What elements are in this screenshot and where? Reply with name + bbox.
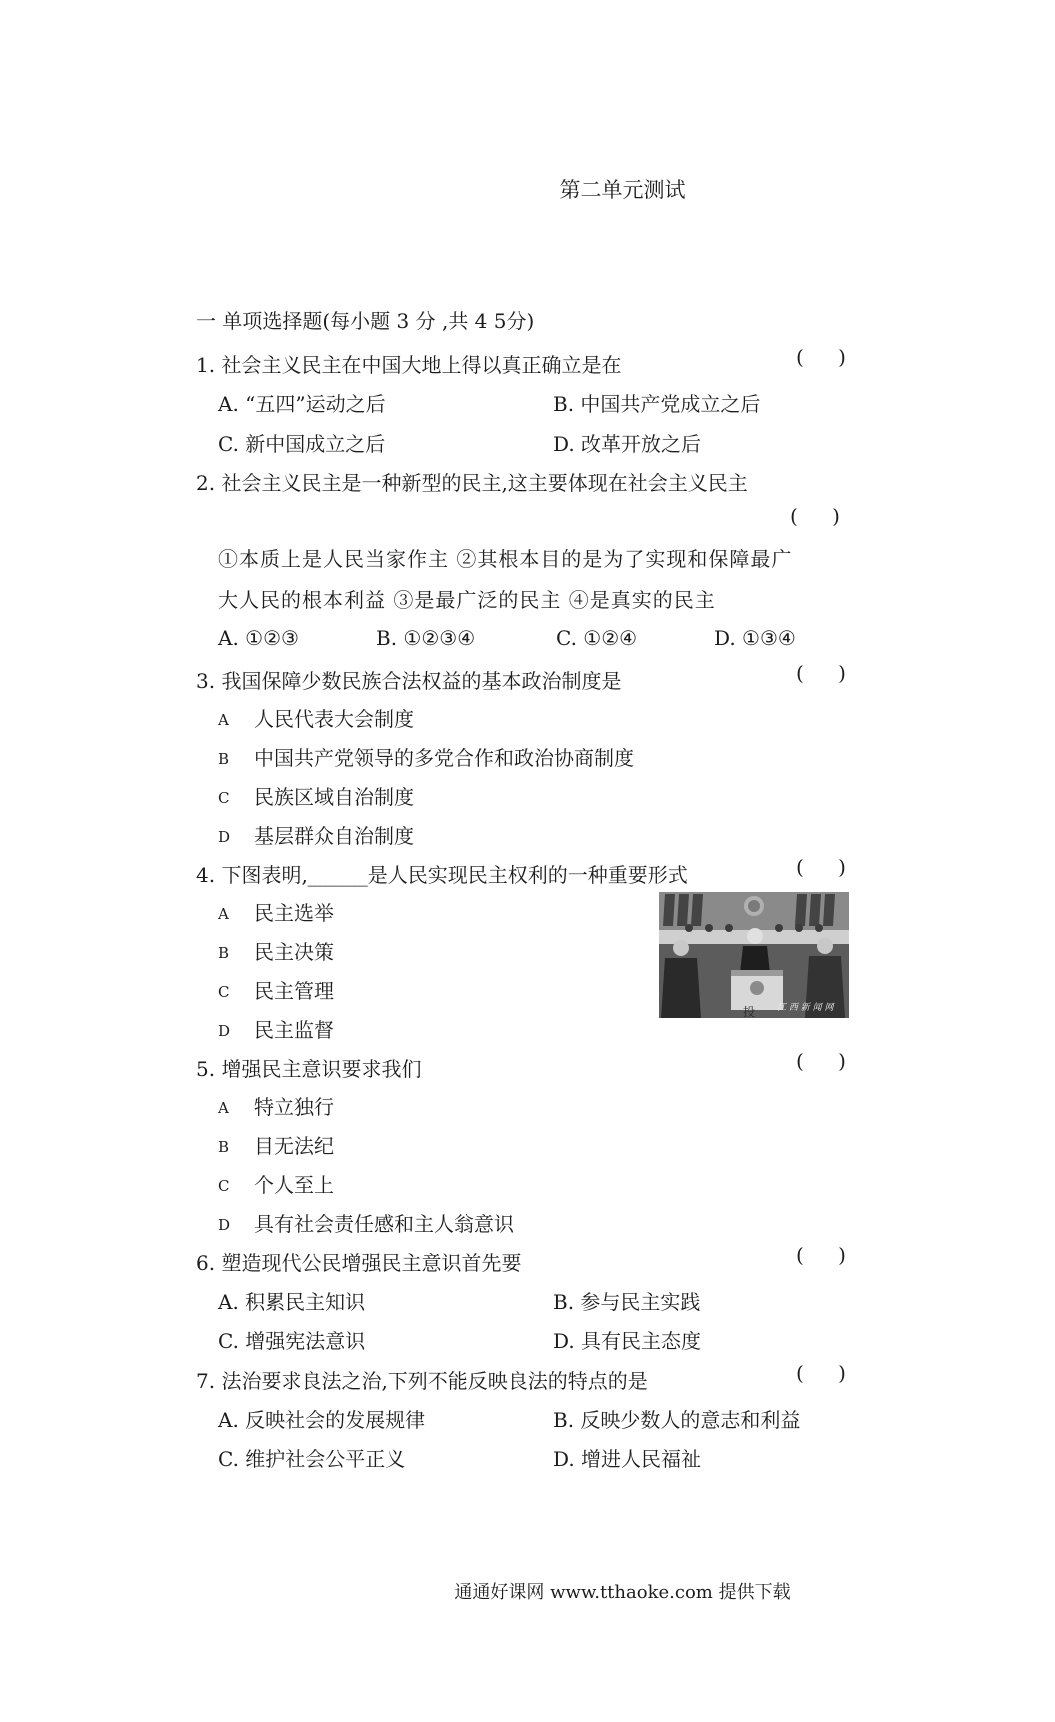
q3-option-a (218, 703, 414, 732)
q3-option-b (218, 742, 634, 771)
q2-option-a: A. ①②③ (218, 626, 299, 650)
option-text: 个人至上 (254, 1173, 334, 1197)
option-letter: C (218, 983, 230, 1001)
question-7-stem: 7. 法治要求良法之治,下列不能反映良法的特点的是 (196, 1369, 648, 1393)
answer-parens-4: ( ) (796, 855, 860, 879)
option-text: 民主监督 (254, 1018, 334, 1042)
q5-option-c (218, 1169, 334, 1198)
option-text: 特立独行 (254, 1095, 334, 1119)
page-title: 第二单元测试 (559, 178, 686, 202)
photo-watermark: 江 西 新 闻 网 (777, 1003, 834, 1013)
question-6-stem: 6. 塑造现代公民增强民主意识首先要 (196, 1251, 522, 1275)
q4-option-c (218, 975, 334, 1004)
answer-parens-6: ( ) (796, 1243, 860, 1267)
question-3-stem: 3. 我国保障少数民族合法权益的基本政治制度是 (196, 669, 622, 693)
voting-photo (659, 892, 849, 1018)
question-5-stem: 5. 增强民主意识要求我们 (196, 1057, 422, 1081)
q2-option-d: D. ①③④ (714, 626, 796, 650)
option-text: 民族区域自治制度 (254, 785, 414, 809)
option-text: 中国共产党领导的多党合作和政治协商制度 (254, 746, 634, 770)
question-2-stem: 2. 社会主义民主是一种新型的民主,这主要体现在社会主义民主 (196, 471, 748, 495)
option-letter: D (218, 828, 231, 846)
q6-option-b: B. 参与民主实践 (553, 1290, 701, 1314)
question-1-stem: 1. 社会主义民主在中国大地上得以真正确立是在 (196, 353, 622, 377)
option-text: 人民代表大会制度 (254, 707, 414, 731)
q4-option-d (218, 1014, 334, 1043)
q2-option-b: B. ①②③④ (376, 626, 476, 650)
option-letter: D (218, 1216, 231, 1234)
option-letter: C (218, 789, 230, 807)
q7-option-c: C. 维护社会公平正义 (218, 1447, 406, 1471)
q7-option-a: A. 反映社会的发展规律 (218, 1408, 426, 1432)
option-text: 目无法纪 (254, 1134, 334, 1158)
q2-statement-line-1: ①本质上是人民当家作主 ②其根本目的是为了实现和保障最广 (218, 547, 793, 571)
q7-option-d: D. 增进人民福祉 (553, 1447, 702, 1471)
ballot-box-sign: 投 (743, 1005, 756, 1018)
q4-option-b (218, 936, 334, 965)
option-text: 基层群众自治制度 (254, 824, 414, 848)
q4-option-a (218, 897, 334, 926)
option-text: 民主决策 (254, 940, 334, 964)
q7-option-b: B. 反映少数人的意志和利益 (553, 1408, 801, 1432)
q5-option-a (218, 1091, 334, 1120)
q6-option-d: D. 具有民主态度 (553, 1329, 702, 1353)
question-4-stem: 4. 下图表明,______是人民实现民主权利的一种重要形式 (196, 863, 688, 887)
answer-parens-3: ( ) (796, 661, 860, 685)
option-letter: B (218, 750, 230, 768)
option-letter: A (218, 711, 229, 729)
option-text: 具有社会责任感和主人翁意识 (254, 1212, 514, 1236)
answer-parens-7: ( ) (796, 1361, 860, 1385)
answer-parens-2: ( ) (790, 504, 854, 528)
option-letter: B (218, 1138, 230, 1156)
option-letter: C (218, 1177, 230, 1195)
footer-download-note: 通通好课网 www.tthaoke.com 提供下载 (454, 1582, 791, 1603)
q1-option-a: A. “五四”运动之后 (218, 392, 386, 416)
section-heading: 一 单项选择题(每小题 3 分 ,共 4 5分) (196, 309, 535, 333)
q3-option-d (218, 820, 414, 849)
answer-parens-5: ( ) (796, 1049, 860, 1073)
q1-option-b: B. 中国共产党成立之后 (553, 392, 761, 416)
option-text: 民主管理 (254, 979, 334, 1003)
q6-option-a: A. 积累民主知识 (218, 1290, 366, 1314)
q5-option-b (218, 1130, 334, 1159)
option-letter: A (218, 1099, 229, 1117)
option-text: 民主选举 (254, 901, 334, 925)
option-letter: B (218, 944, 230, 962)
q2-statement-line-2: 大人民的根本利益 ③是最广泛的民主 ④是真实的民主 (218, 588, 716, 612)
option-letter: D (218, 1022, 231, 1040)
q5-option-d (218, 1208, 514, 1237)
q3-option-c (218, 781, 414, 810)
q6-option-c: C. 增强宪法意识 (218, 1329, 366, 1353)
q2-option-c: C. ①②④ (556, 626, 638, 650)
q1-option-d: D. 改革开放之后 (553, 432, 702, 456)
answer-parens-1: ( ) (796, 345, 860, 369)
q1-option-c: C. 新中国成立之后 (218, 432, 386, 456)
option-letter: A (218, 905, 229, 923)
